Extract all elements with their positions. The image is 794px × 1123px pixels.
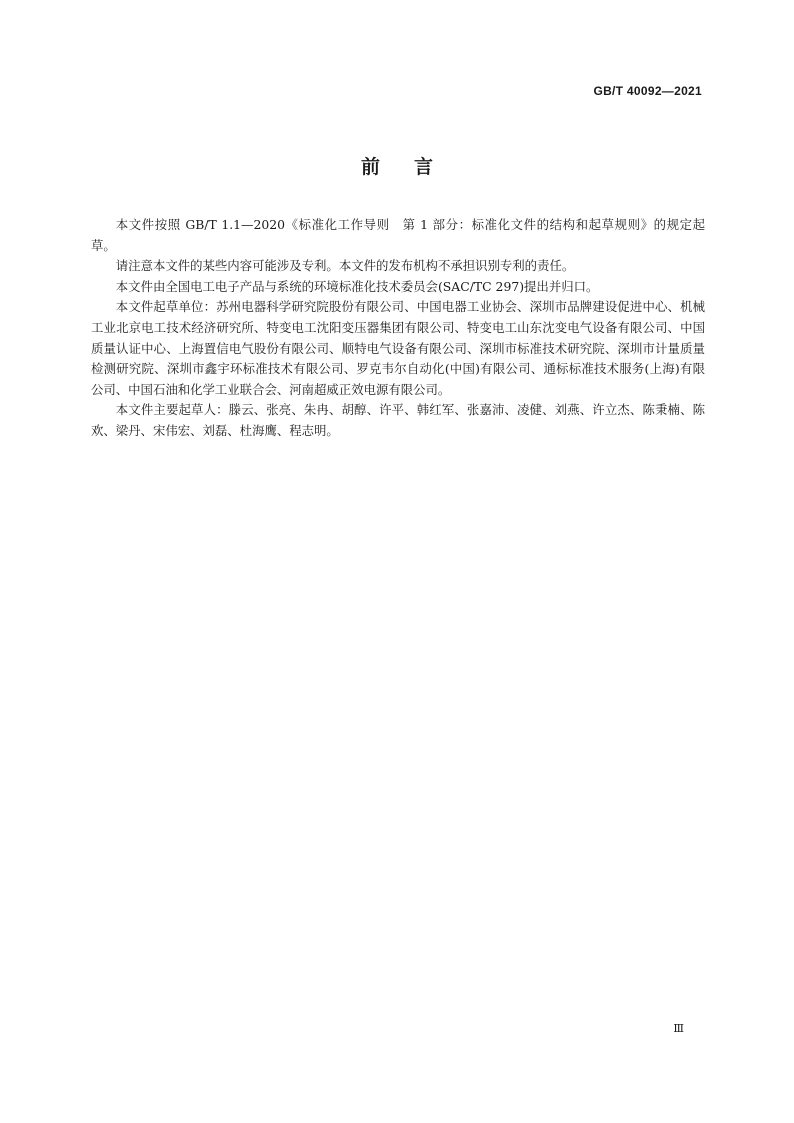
page-number: Ⅲ <box>673 1022 684 1035</box>
paragraph-drafting-units: 本文件起草单位：苏州电器科学研究院股份有限公司、中国电器工业协会、深圳市品牌建设促进中心、机械工业北京电工技术经济研究所、特变电工沈阳变压器集团有限公司、特变电工山东沈变电气设备有限公司、中国质量认证中心、上海置信电气股份有限公司、顺特电气设备有限公司、深圳市标准技术研究院、深圳市计量质量检测研究院、深圳市鑫宇环标准技术有限公司、罗克韦尔自动化(中国)有限公司、通标标准技术服务(上海)有限公司、中国石油和化学工业联合会、河南超威正效电源有限公司。 <box>91 299 705 397</box>
paragraph-drafters: 本文件主要起草人：滕云、张亮、朱冉、胡醇、许平、韩红军、张嘉沛、凌健、刘燕、许立杰、陈秉楠、陈欢、梁丹、宋伟宏、刘磊、杜海鹰、程志明。 <box>91 402 705 438</box>
paragraph-committee: 本文件由全国电工电子产品与系统的环境标准化技术委员会(SAC/TC 297)提出并归口。 <box>115 278 599 294</box>
standard-code: GB/T 40092—2021 <box>593 84 702 98</box>
paragraph-drafting-rules: 本文件按照 GB/T 1.1—2020《标准化工作导则 第 1 部分：标准化文件的结构和起草规则》的规定起草。 <box>91 217 705 253</box>
page-title: 前言 <box>360 156 467 178</box>
foreword-body <box>91 215 705 442</box>
paragraph-patent-notice: 请注意本文件的某些内容可能涉及专利。本文件的发布机构不承担识别专利的责任。 <box>115 258 575 274</box>
